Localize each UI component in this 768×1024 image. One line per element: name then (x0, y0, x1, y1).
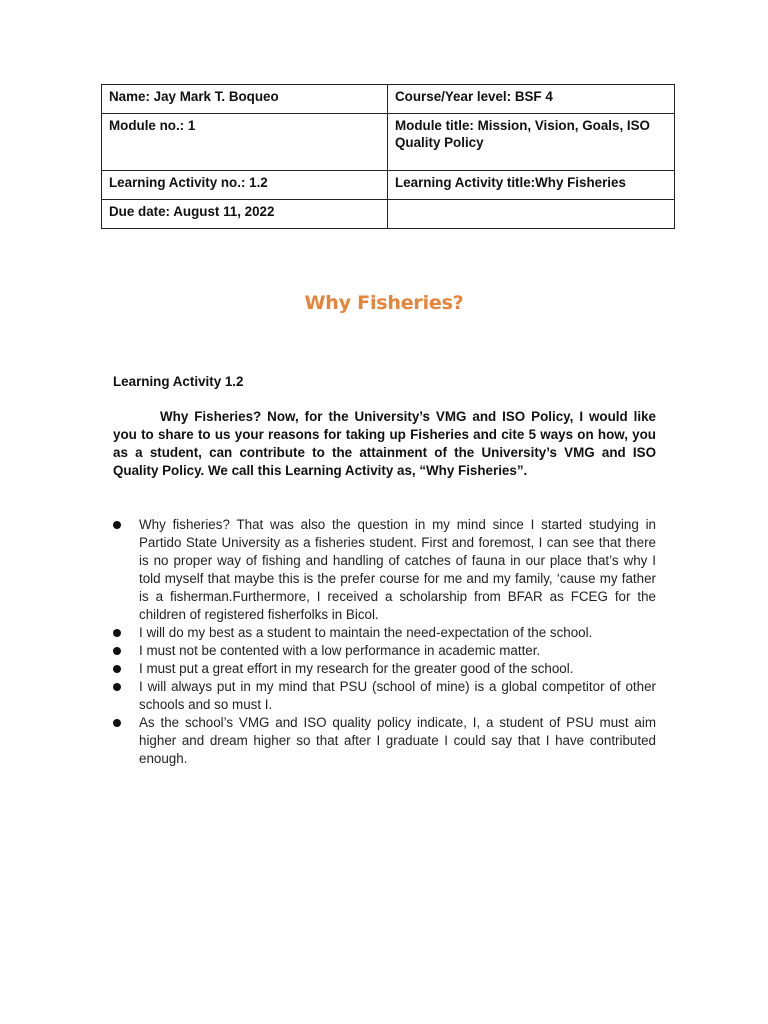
bullet-icon (113, 683, 121, 691)
table-row (102, 114, 675, 171)
name-cell: Name: Jay Mark T. Boqueo (102, 85, 388, 114)
reason-text: I must not be contented with a low performance in academic matter. (139, 643, 541, 658)
activity-no-cell: Learning Activity no.: 1.2 (102, 171, 388, 200)
empty-cell (388, 200, 675, 229)
table-row (102, 85, 675, 114)
table-row (102, 171, 675, 200)
reason-text: I will do my best as a student to maintain the need-expectation of the school. (139, 625, 593, 640)
activity-title-cell: Learning Activity title:Why Fisheries (388, 171, 675, 200)
list-item (113, 624, 656, 642)
reason-text: As the school’s VMG and ISO quality policy indicate, I, a student of PSU must aim higher and dream higher so that after I graduate I could say that I have contributed enough. (139, 715, 656, 766)
bullet-icon (113, 647, 121, 655)
module-title-cell: Module title: Mission, Vision, Goals, ISO Quality Policy (388, 114, 675, 171)
reason-text: I will always put in my mind that PSU (school of mine) is a global competitor of other schools and so must I. (139, 679, 656, 712)
list-item (113, 678, 656, 714)
bullet-icon (113, 629, 121, 637)
reason-text: I must put a great effort in my research for the greater good of the school. (139, 661, 574, 676)
list-item (113, 714, 656, 768)
bullet-icon (113, 719, 121, 727)
list-item (113, 516, 656, 624)
list-item (113, 642, 656, 660)
bullet-icon (113, 521, 121, 529)
reasons-list (113, 516, 656, 768)
activity-prompt: Why Fisheries? Now, for the University’s VMG and ISO Policy, I would like you to share to us your reasons for taking up Fisheries and cite 5 ways on how, you as a student, can contribute to the attainment of the University’s VMG and ISO Quality Policy. We call this Learning Activity as, “Why Fisheries”. (113, 409, 656, 478)
document-title: Why Fisheries? (304, 292, 464, 314)
info-table (101, 84, 675, 229)
activity-label: Learning Activity 1.2 (113, 374, 244, 389)
course-cell: Course/Year level: BSF 4 (388, 85, 675, 114)
due-date-cell: Due date: August 11, 2022 (102, 200, 388, 229)
module-no-cell: Module no.: 1 (102, 114, 388, 171)
table-row (102, 200, 675, 229)
bullet-icon (113, 665, 121, 673)
reason-text: Why fisheries? That was also the question in my mind since I started studying in Partido State University as a fisheries student. First and foremost, I can see that there is no proper way of fishing and handling of catches of fauna in our place that’s why I told myself that maybe this is the prefer course for me and my family, ‘cause my father is a fisherman.Furthermore, I received a scholarship from BFAR as FCEG for the children of registered fisherfolks in Bicol. (139, 517, 656, 622)
list-item (113, 660, 656, 678)
